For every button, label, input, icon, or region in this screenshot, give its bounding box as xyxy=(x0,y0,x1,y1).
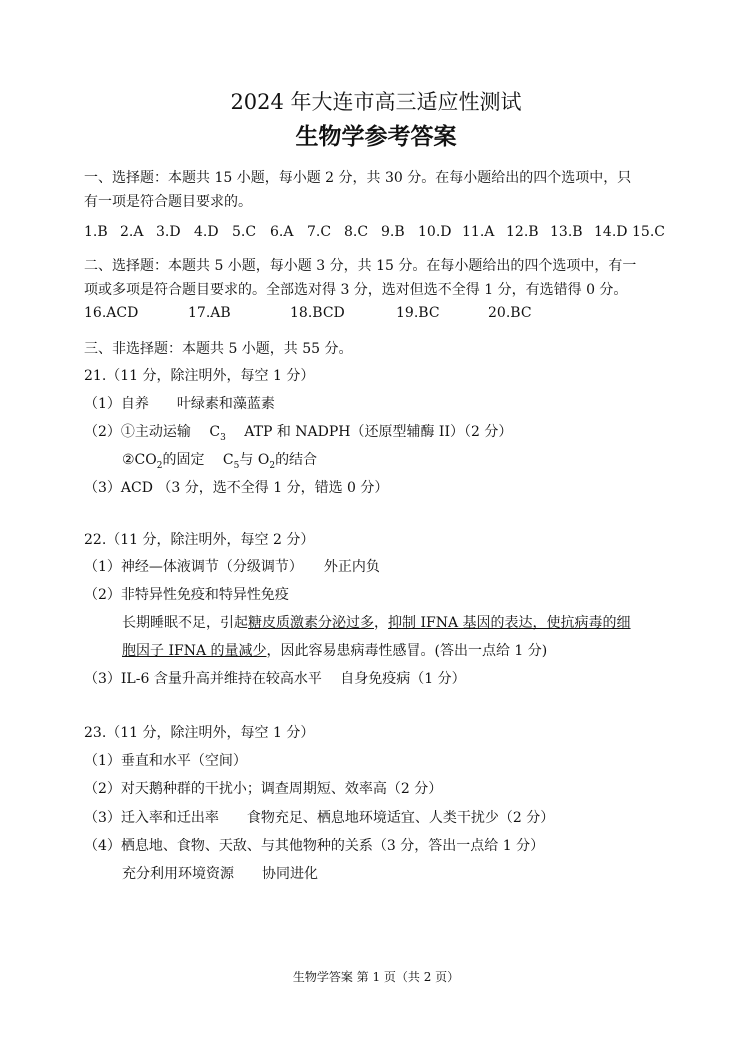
q23-part1: （1）垂直和水平（空间） xyxy=(84,753,247,769)
mc-answer: 11.A xyxy=(462,224,495,240)
q23-part4: （4）栖息地、食物、天敌、与其他物种的关系（3 分，答出一点给 1 分） xyxy=(84,838,545,854)
mc-answer: 18.BCD xyxy=(290,305,345,321)
section3-intro: 三、非选择题：本题共 5 小题，共 55 分。 xyxy=(84,341,353,357)
mc-answer: 13.B xyxy=(550,224,583,240)
q23-heading: 23.（11 分，除注明外，每空 1 分） xyxy=(84,725,315,741)
section1-intro-line1: 一、选择题：本题共 15 小题，每小题 2 分，共 30 分。在每小题给出的四个选项中，只 xyxy=(84,170,632,186)
mc-answer: 19.BC xyxy=(396,305,440,321)
mc-answer: 8.C xyxy=(344,224,369,240)
mc-answer: 6.A xyxy=(270,224,294,240)
q22-part1: （1）神经—体液调节（分级调节） 外正内负 xyxy=(84,559,380,575)
mc-answer: 14.D xyxy=(594,224,628,240)
section2-intro-line2: 项或多项是符合题目要求的。全部选对得 3 分，选对但选不全得 1 分，有选错得 0 分。 xyxy=(84,282,628,298)
q21-part3: （3）ACD （3 分，选不全得 1 分，错选 0 分） xyxy=(84,480,389,496)
page-footer: 生物学答案 第 1 页（共 2 页） xyxy=(292,970,460,984)
page-title: 2024 年大连市高三适应性测试 xyxy=(230,90,522,114)
page-subtitle: 生物学参考答案 xyxy=(295,124,457,150)
mc-answer: 20.BC xyxy=(488,305,532,321)
mc-answer: 12.B xyxy=(506,224,539,240)
q22-explanation-line1: 长期睡眠不足，引起糖皮质激素分泌过多，抑制 IFNA 基因的表达，使抗病毒的细 xyxy=(122,615,631,631)
q23-part4-answer: 充分利用环境资源 协同进化 xyxy=(122,866,318,882)
mc-answer: 2.A xyxy=(120,224,144,240)
mc-answer: 9.B xyxy=(381,224,405,240)
q22-part3: （3）IL-6 含量升高并维持在较高水平 自身免疫病（1 分） xyxy=(84,671,466,687)
mc-answer: 5.C xyxy=(232,224,257,240)
q22-explanation-line2: 胞因子 IFNA 的量减少，因此容易患病毒性感冒。(答出一点给 1 分) xyxy=(122,643,548,659)
mc-answer: 16.ACD xyxy=(84,305,139,321)
q21-part2-line2: $②CO_2$的固定 $C_5$与 $O_2$的结合 xyxy=(122,452,318,471)
q21-part1: （1）自养 叶绿素和藻蓝素 xyxy=(84,396,275,412)
section1-intro-line2: 有一项是符合题目要求的。 xyxy=(84,194,252,210)
q23-part2: （2）对天鹅种群的干扰小；调查周期短、效率高（2 分） xyxy=(84,781,443,797)
mc-answer: 7.C xyxy=(307,224,332,240)
mc-answer: 4.D xyxy=(194,224,219,240)
mc-answer: 15.C xyxy=(632,224,665,240)
q23-part3: （3）迁入率和迁出率 食物充足、栖息地环境适宜、人类干扰少（2 分） xyxy=(84,810,555,826)
section2-intro-line1: 二、选择题：本题共 5 小题，每小题 3 分，共 15 分。在每小题给出的四个选项中，有一 xyxy=(84,258,637,274)
q22-part2: （2）非特异性免疫和特异性免疫 xyxy=(84,587,289,603)
q22-heading: 22.（11 分，除注明外，每空 2 分） xyxy=(84,532,315,548)
mc-answer: 17.AB xyxy=(188,305,231,321)
mc-answer: 10.D xyxy=(418,224,452,240)
q21-part2-line1: （2）①主动运输 $C_3$ ATP 和 NADPH（还原型辅酶 II）（2 分） xyxy=(84,424,513,443)
mc-answer: 1.B xyxy=(84,224,108,240)
mc-answer: 3.D xyxy=(156,224,181,240)
q21-heading: 21.（11 分，除注明外，每空 1 分） xyxy=(84,368,315,384)
